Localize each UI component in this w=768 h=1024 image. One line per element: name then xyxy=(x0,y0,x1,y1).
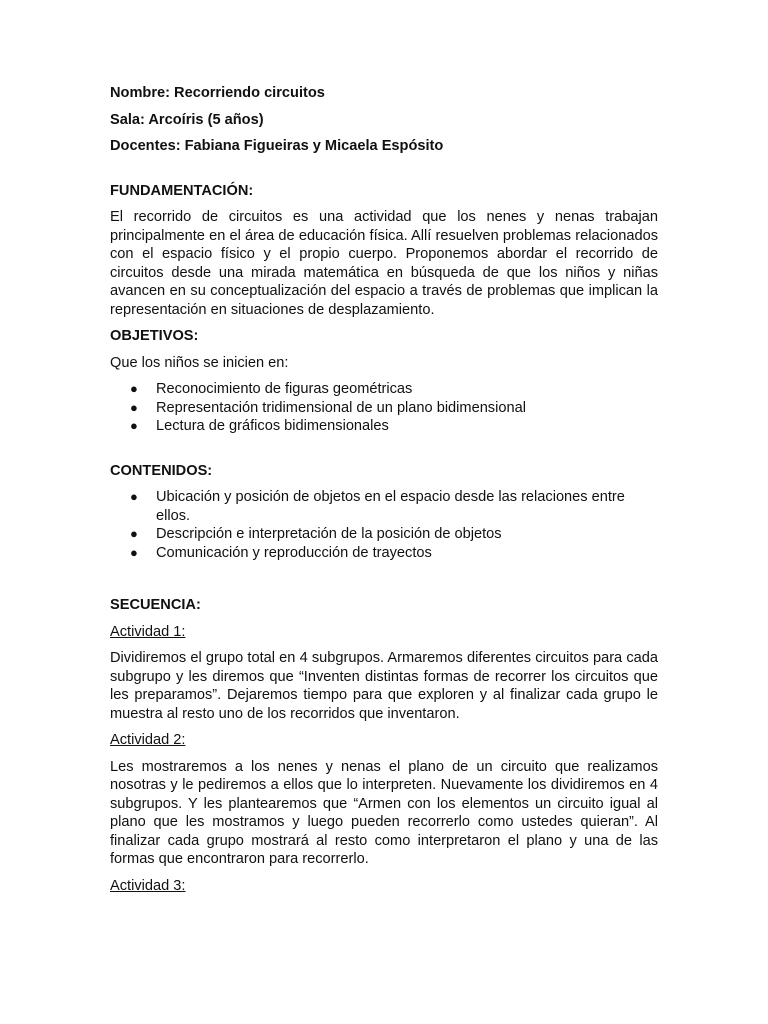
bullet-icon: ● xyxy=(130,399,138,415)
document-page xyxy=(110,84,658,895)
contenidos-title: CONTENIDOS: xyxy=(110,462,213,479)
actividad-2-text: Les mostraremos a los nenes y nenas el plano de un circuito que realizamos nosotras y le pediremos a ellos que lo interpreten. Nuevamente los dividiremos en 4 subgrupos. Y les plantearemos que “Armen con los elementos un circuito igual al plano que les mostramos y luego pueden recorrerlo como ustedes quieran”. Al finalizar cada grupo mostrará al resto como interpretaron el plano y una de las formas que encontraron para recorrerlo. xyxy=(110,758,658,867)
contenidos-list xyxy=(110,488,658,562)
list-item xyxy=(110,488,658,525)
bullet-icon: ● xyxy=(130,526,138,541)
docentes-line: Docentes: Fabiana Figueiras y Micaela Espósito xyxy=(110,138,444,154)
list-item xyxy=(110,525,658,544)
objetivos-intro: Que los niños se inicien en: xyxy=(110,354,289,371)
secuencia-title: SECUENCIA: xyxy=(110,597,201,613)
objetivo-item-label: Lectura de gráficos bidimensionales xyxy=(156,418,389,434)
list-item xyxy=(110,417,658,436)
fundamentacion-text: El recorrido de circuitos es una actividad que los nenes y nenas trabajan principalmente en el área de educación física. Allí resuelven problemas relacionados con el espacio físico y el propio cuerpo. Proponemos abordar el recorrido de circuitos desde una mirada matemática en búsqueda de que los niños y niñas avancen en su conceptualización del espacio a través de problemas que implican la representación en situaciones de desplazamiento. xyxy=(110,209,658,318)
actividad-1-title: Actividad 1: xyxy=(110,623,186,640)
bullet-icon: ● xyxy=(130,418,138,433)
contenido-item-label: Ubicación y posición de objetos en el espacio desde las relaciones entre ellos. xyxy=(156,489,625,524)
list-item xyxy=(110,399,658,418)
list-item xyxy=(110,544,658,563)
contenido-item-label: Comunicación y reproducción de trayectos xyxy=(156,544,432,561)
nombre-line: Nombre: Recorriendo circuitos xyxy=(110,85,325,101)
fundamentacion-title: FUNDAMENTACIÓN: xyxy=(110,182,254,199)
sala-line: Sala: Arcoíris (5 años) xyxy=(110,111,264,128)
contenido-item-label: Descripción e interpretación de la posición de objetos xyxy=(156,526,502,542)
actividad-1-text: Dividiremos el grupo total en 4 subgrupos. Armaremos diferentes circuitos para cada subgrupo y les diremos que “Inventen distintas formas de recorrer los circuitos que les preparamos”. Dejaremos tiempo para que exploren y al finalizar cada grupo le muestra al resto uno de los recorridos que inventaron. xyxy=(110,650,658,722)
list-item xyxy=(110,380,658,399)
actividad-3-title: Actividad 3: xyxy=(110,877,186,894)
bullet-icon: ● xyxy=(130,544,138,560)
objetivos-title: OBJETIVOS: xyxy=(110,328,199,344)
objetivo-item-label: Reconocimiento de figuras geométricas xyxy=(156,381,413,397)
actividad-2-title: Actividad 2: xyxy=(110,732,186,748)
bullet-icon: ● xyxy=(130,381,138,396)
objetivos-list xyxy=(110,380,658,436)
objetivo-item-label: Representación tridimensional de un plano bidimensional xyxy=(156,399,526,416)
bullet-icon: ● xyxy=(130,489,138,504)
